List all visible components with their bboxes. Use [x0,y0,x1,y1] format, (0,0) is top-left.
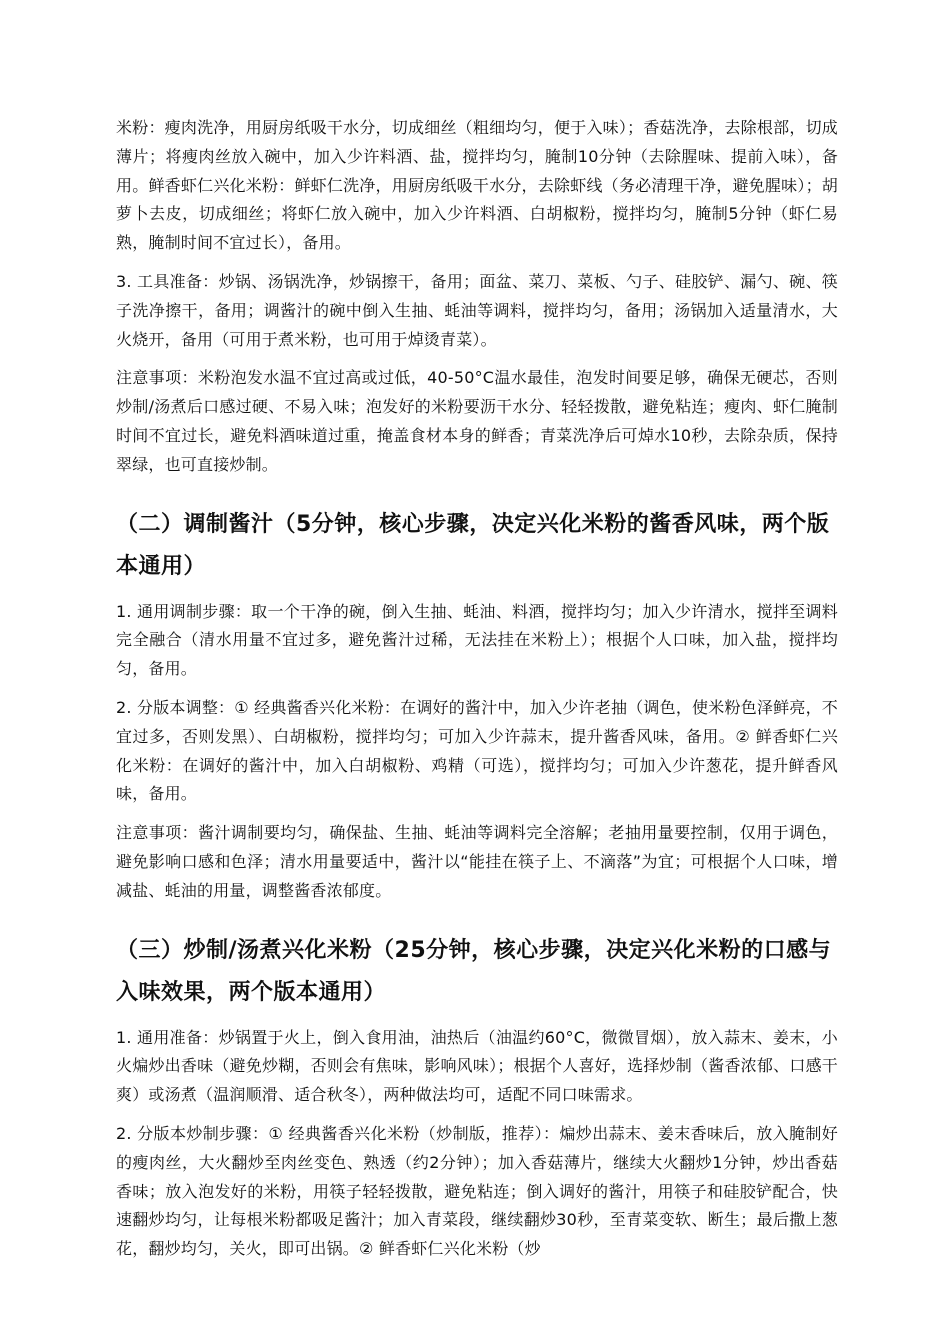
paragraph-sauce-common: 1. 通用调制步骤：取一个干净的碗，倒入生抽、蚝油、料酒，搅拌均匀；加入少许清水，搅拌至调料完全融合（清水用量不宜过多，避免酱汁过稀，无法挂在米粉上）；根据个人口味，加入盐，搅拌均匀，备用。 [116,601,838,679]
paragraph-sauce-notes: 注意事项：酱汁调制要均匀，确保盐、生抽、蚝油等调料完全溶解；老抽用量要控制，仅用于调色，避免影响口感和色泽；清水用量要适中，酱汁以“能挂在筷子上、不滴落”为宜；可根据个人口味，增减盐、蚝油的用量，调整酱香浓郁度。 [116,823,838,900]
paragraph-cooking-steps: 2. 分版本炒制步骤：① 经典酱香兴化米粉（炒制版，推荐）：煸炒出蒜末、姜末香味后，放入腌制好的瘦肉丝，大火翻炒至肉丝变色、熟透（约2分钟）；加入香菇薄片，继续大火翻炒1分钟，炒出香菇香味；放入泡发好的米粉，用筷子轻轻拨散，避免粘连；倒入调好的酱汁，用筷子和硅胶铲配合，快速翻炒均匀，让每根米粉都吸足酱汁；加入青菜段，继续翻炒30秒，至青菜变软、断生；最后撒上葱花，翻炒均匀，关火，即可出锅。② 鲜香虾仁兴化米粉（炒 [116,1123,838,1259]
paragraph-cooking-prep: 1. 通用准备：炒锅置于火上，倒入食用油，油热后（油温约60°C，微微冒烟），放入蒜末、姜末，小火煸炒出香味（避免炒糊，否则会有焦味，影响风味）；根据个人喜好，选择炒制（酱香浓郁、口感干爽）或汤煮（温润顺滑、适合秋冬），两种做法均可，适配不同口味需求。 [116,1027,838,1105]
paragraph-sauce-versions: 2. 分版本调整：① 经典酱香兴化米粉：在调好的酱汁中，加入少许老抽（调色，使米粉色泽鲜亮，不宜过多，否则发黑）、白胡椒粉，搅拌均匀；可加入少许蒜末，提升酱香风味，备用。② 鲜香虾仁兴化米粉：在调好的酱汁中，加入白胡椒粉、鸡精（可选），搅拌均匀；可加入少许葱花，提升鲜香风味，备用。 [116,697,838,804]
paragraph-tool-prep: 3. 工具准备：炒锅、汤锅洗净，炒锅擦干，备用；面盆、菜刀、菜板、勺子、硅胶铲、漏勺、碗、筷子洗净擦干，备用；调酱汁的碗中倒入生抽、蚝油等调料，搅拌均匀，备用；汤锅加入适量清水，大火烧开，备用（可用于煮米粉，也可用于焯烫青菜）。 [116,271,838,349]
document-page [116,114,838,1274]
paragraph-notes-prep: 注意事项：米粉泡发水温不宜过高或过低，40-50°C温水最佳，泡发时间要足够，确保无硬芯，否则炒制/汤煮后口感过硬、不易入味；泡发好的米粉要沥干水分、轻轻拨散，避免粘连；瘦肉、虾仁腌制时间不宜过长，避免料酒味道过重，掩盖食材本身的鲜香；青菜洗净后可焯水10秒，去除杂质，保持翠绿，也可直接炒制。 [116,368,838,474]
section-heading-cooking: （三）炒制/汤煮兴化米粉（25分钟，核心步骤，决定兴化米粉的口感与入味效果，两个版本通用） [116,937,832,1005]
section-heading-sauce: （二）调制酱汁（5分钟，核心步骤，决定兴化米粉的酱香风味，两个版本通用） [116,511,830,579]
paragraph-rice-noodle-prep: 米粉：瘦肉洗净，用厨房纸吸干水分，切成细丝（粗细均匀，便于入味）；香菇洗净，去除根部，切成薄片；将瘦肉丝放入碗中，加入少许料酒、盐，搅拌均匀，腌制10分钟（去除腥味、提前入味），备用。鲜香虾仁兴化米粉：鲜虾仁洗净，用厨房纸吸干水分，去除虾线（务必清理干净，避免腥味）；胡萝卜去皮，切成细丝；将虾仁放入碗中，加入少许料酒、白胡椒粉，搅拌均匀，腌制5分钟（虾仁易熟，腌制时间不宜过长），备用。 [116,118,838,253]
